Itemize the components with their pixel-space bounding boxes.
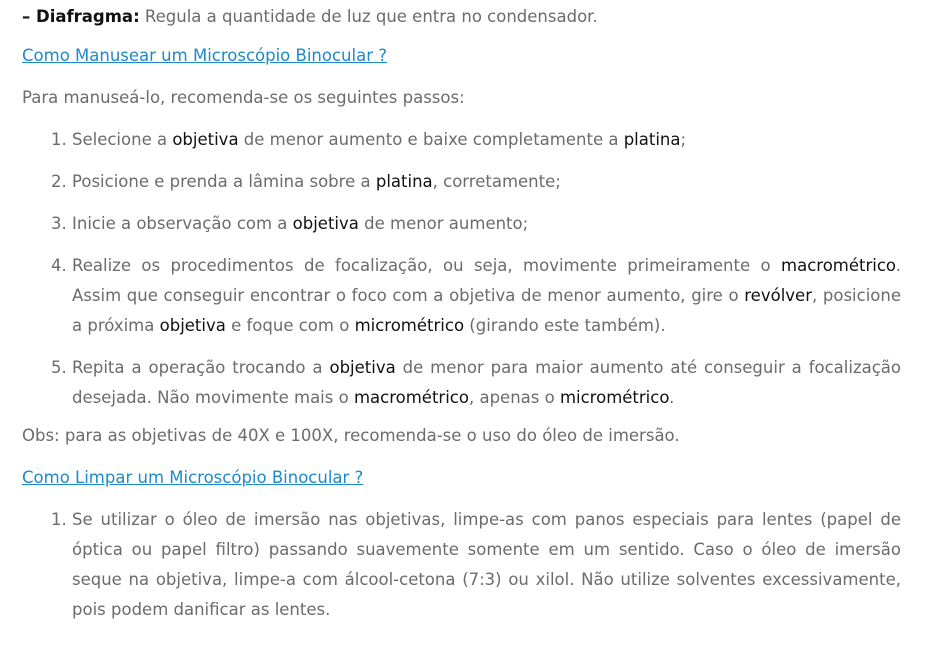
cleaning-step-item — [22, 505, 901, 625]
list-item-text: , corretamente; — [432, 172, 561, 191]
list-item-text: (girando este também). — [464, 316, 666, 335]
list-item-text: Posicione e prenda a lâmina sobre a — [72, 172, 376, 191]
highlighted-term: platina — [623, 130, 681, 149]
highlighted-term: micrométrico — [354, 316, 465, 335]
handling-step-item — [22, 167, 901, 197]
section1-heading-wrap — [22, 41, 901, 71]
obs-note: Obs: para as objetivas de 40X e 100X, recomenda-se o uso do óleo de imersão. — [22, 426, 680, 445]
highlighted-term: objetiva — [159, 316, 226, 335]
section1-intro: Para manuseá-lo, recomenda-se os seguintes passos: — [22, 88, 465, 107]
list-item-number: 3. — [51, 214, 67, 233]
highlighted-term: objetiva — [292, 214, 359, 233]
list-item-text: Realize os procedimentos de focalização, ou seja, movimente primeiramente o — [72, 256, 782, 275]
handling-step-item — [22, 251, 901, 341]
list-item-text: de menor aumento e baixe completamente a — [238, 130, 624, 149]
list-item-text: Se utilizar o óleo de imersão nas objetivas, limpe-as com panos especiais para lentes (papel de óptica ou papel filtro) passando suavemente somente em um sentido. Caso o óleo de imersão seque na objetiva, limpe-a com álcool-cetona (7:3) ou xilol. Não utilize solventes excessivamente, pois podem danificar as lentes. — [72, 510, 901, 619]
list-item-number: 4. — [51, 256, 67, 275]
list-item-text: , posicione a próxima — [72, 286, 902, 335]
handling-steps-list — [22, 125, 901, 413]
list-item-text: de menor para maior aumento até conseguir a focalização desejada. Não movimente mais o — [72, 358, 902, 407]
list-item-number: 5. — [51, 358, 67, 377]
list-item-text: ; — [680, 130, 687, 149]
list-item-number: 1. — [51, 510, 67, 529]
list-item-text: e foque com o — [225, 316, 355, 335]
section2-heading-link[interactable]: Como Limpar um Microscópio Binocular ? — [22, 468, 364, 487]
section2-heading-wrap — [22, 463, 901, 493]
list-item-number: 2. — [51, 172, 67, 191]
highlighted-term: revólver — [744, 286, 812, 305]
list-item-text: . Assim que conseguir encontrar o foco com a objetiva de menor aumento, gire o — [72, 256, 901, 305]
list-item-number: 1. — [51, 130, 67, 149]
highlighted-term: micrométrico — [559, 388, 670, 407]
cleaning-steps-list — [22, 505, 901, 625]
diafragma-paragraph — [22, 5, 901, 29]
list-item-text: de menor aumento; — [358, 214, 529, 233]
highlighted-term: objetiva — [329, 358, 396, 377]
diafragma-label: – Diafragma: — [22, 7, 140, 26]
list-item-text: Selecione a — [72, 130, 173, 149]
list-item-text: , apenas o — [468, 388, 560, 407]
list-item-text: . — [669, 388, 675, 407]
diafragma-text: Regula a quantidade de luz que entra no condensador. — [139, 7, 598, 26]
highlighted-term: macrométrico — [353, 388, 469, 407]
highlighted-term: objetiva — [172, 130, 239, 149]
highlighted-term: macrométrico — [781, 256, 896, 275]
handling-step-item — [22, 353, 901, 413]
handling-step-item — [22, 209, 901, 239]
handling-step-item — [22, 125, 901, 155]
highlighted-term: platina — [375, 172, 433, 191]
list-item-text: Repita a operação trocando a — [72, 358, 330, 377]
section1-heading-link[interactable]: Como Manusear um Microscópio Binocular ? — [22, 46, 387, 65]
list-item-text: Inicie a observação com a — [72, 214, 293, 233]
